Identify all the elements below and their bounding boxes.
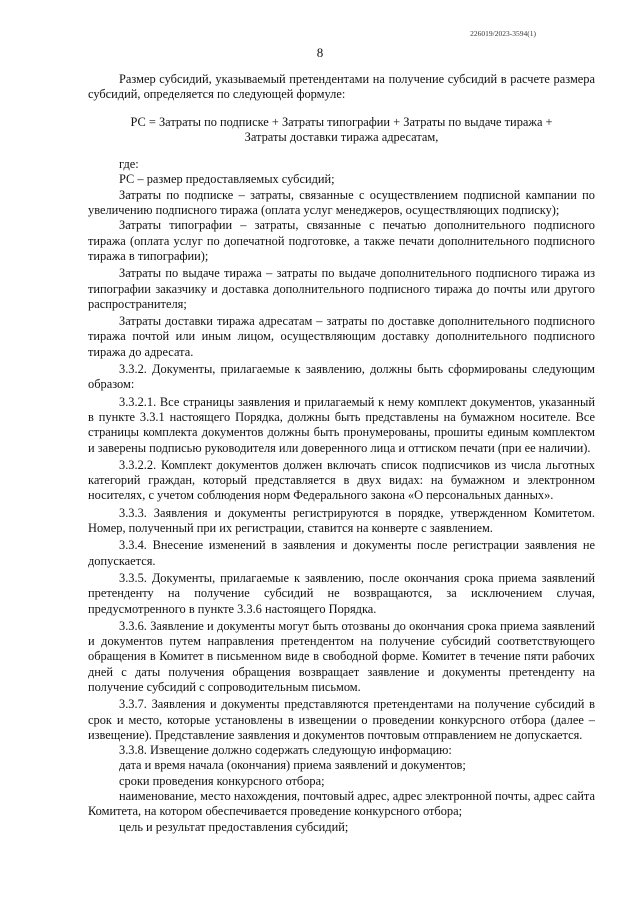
clause-paragraph: 3.3.5. Документы, прилагаемые к заявлению, после окончания срока приема заявлений претенденту на получение субсидий не возвращаются, за исключением случая, предусмотренного в пункте 3.3.6 настоящего Порядка. (88, 570, 595, 616)
list-item: цель и результат предоставления субсидий; (119, 819, 349, 834)
where-label: где: (119, 157, 139, 172)
list-item: сроки проведения конкурсного отбора; (119, 773, 325, 788)
clause-paragraph: 3.3.3. Заявления и документы регистрируются в порядке, утвержденном Комитетом. Номер, полученный при их регистрации, ставится на конверте с заявлением. (88, 505, 595, 536)
clause-paragraph: 3.3.8. Извещение должно содержать следующую информацию: (119, 743, 452, 758)
clause-paragraph: 3.3.4. Внесение изменений в заявления и документы после регистрации заявления не допускается. (88, 538, 595, 568)
definition-paragraph: Затраты доставки тиража адресатам – затраты по доставке дополнительного подписного тиража почтой или иным лицом, осуществляющим доставку дополнительного подписного тиража до адресата. (88, 314, 595, 359)
clause-paragraph: 3.3.2.2. Комплект документов должен включать список подписчиков из числа льготных категорий граждан, который представляется в двух видах: на бумажном и электронном носителях, с учетом соблюдения норм Федерального закона «О персональных данных». (88, 457, 595, 503)
formula-line-2: Затраты доставки тиража адресатам, (244, 129, 439, 144)
definition-paragraph: Затраты по подписке – затраты, связанные с осуществлением подписной кампании по увеличению подписного тиража (оплата услуг менеджеров, осуществляющих подписку); (88, 187, 595, 218)
list-item: дата и время начала (окончания) приема заявлений и документов; (119, 758, 466, 773)
document-id: 226019/2023-3594(1) (470, 29, 536, 38)
definition-paragraph: Затраты по выдаче тиража – затраты по выдаче дополнительного подписного тиража из типографии заказчику и доставка дополнительного подписного тиража до почты или другого распространителя; (88, 266, 595, 311)
intro-paragraph: Размер субсидий, указываемый претендентами на получение субсидий в расчете размера субсидий, определяется по следующей формуле: (88, 72, 595, 102)
definition-paragraph: РС – размер предоставляемых субсидий; (119, 172, 335, 187)
clause-paragraph: 3.3.6. Заявление и документы могут быть отозваны до окончания срока приема заявлений и документов путем направления претендентом на получение субсидий соответствующего обращения в Комитет в письменном виде в свободной форме. Комитет в течение пяти рабочих дней с даты получения обращения возвращает заявление и документы претенденту на получение субсидий с сопроводительным письмом. (88, 618, 595, 694)
list-item: наименование, место нахождения, почтовый адрес, адрес электронной почты, адрес сайта Комитета, на котором обеспечивается проведение конкурсного отбора; (88, 789, 595, 819)
document-body (88, 72, 595, 835)
page-number: 8 (316, 45, 324, 60)
formula-line-1: РС = Затраты по подписке + Затраты типографии + Затраты по выдаче тиража + (130, 114, 553, 129)
definition-paragraph: Затраты типографии – затраты, связанные с печатью дополнительного подписного тиража (оплата услуг по допечатной подготовке, а также печати дополнительного подписного тиража в типографии); (88, 218, 595, 263)
clause-paragraph: 3.3.2. Документы, прилагаемые к заявлению, должны быть сформированы следующим образом: (88, 362, 595, 392)
clause-paragraph: 3.3.2.1. Все страницы заявления и прилагаемый к нему комплект документов, указанный в пункте 3.3.1 настоящего Порядка, должны быть представлены на бумажном носителе. Все страницы комплекта документов должны быть пронумерованы, прошиты единым комплектом и заверены подписью руководителя или доверенного лица и оттиском печати (при ее наличии). (88, 394, 595, 455)
clause-paragraph: 3.3.7. Заявления и документы представляются претендентами на получение субсидий в срок и место, которые установлены в извещении о проведении конкурсного отбора (далее – извещение). Представление заявления и документов почтовым отправлением не допускается. (88, 697, 595, 742)
